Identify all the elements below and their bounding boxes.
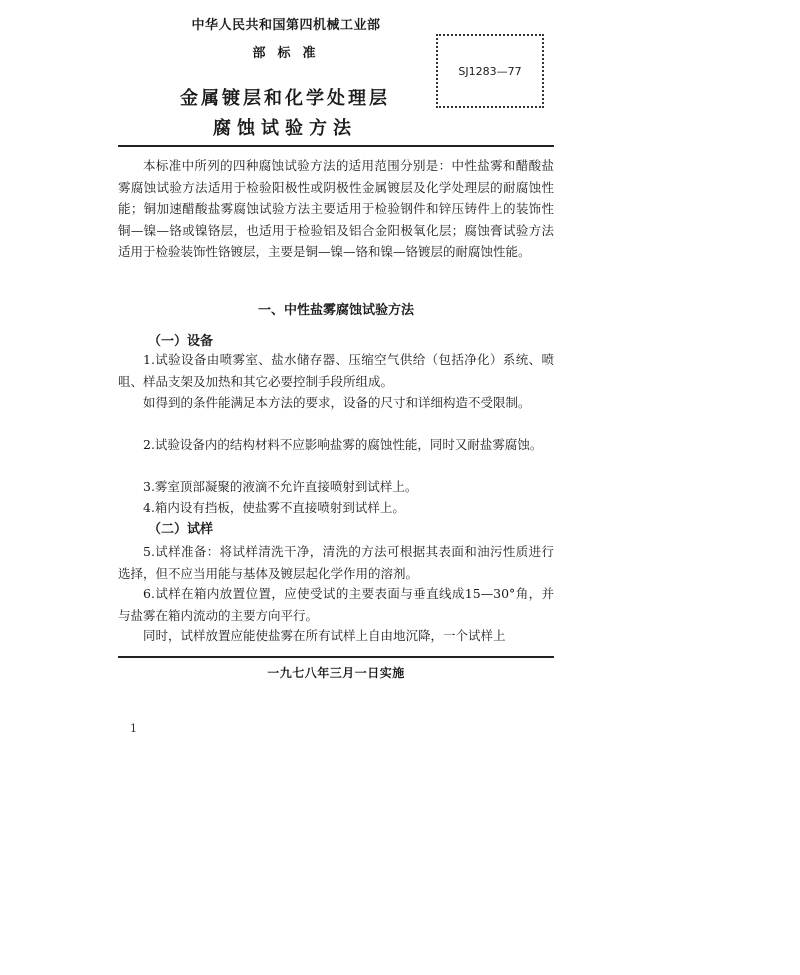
standard-code-box — [436, 34, 544, 108]
paragraph-3: 2.试验设备内的结构材料不应影响盐雾的腐蚀性能，同时又耐盐雾腐蚀。 — [143, 437, 543, 452]
paragraph-6: 5.试样准备：将试样清洗干净，清洗的方法可根据其表面和油污性质进行选择，但不应当用能与基体及镀层起化学作用的溶剂。 — [118, 544, 554, 581]
page-number: 1 — [130, 722, 137, 735]
paragraph-1: 1.试验设备由喷雾室、盐水储存器、压缩空气供给（包括净化）系统、喷咀、样品支架及加热和其它必要控制手段所组成。 — [118, 352, 554, 389]
paragraph-2: 如得到的条件能满足本方法的要求，设备的尺寸和详细构造不受限制。 — [143, 395, 531, 410]
subsection-equipment: （一）设备 — [148, 334, 214, 349]
subsection-specimens: （二）试样 — [148, 522, 214, 537]
effective-date: 一九七八年三月一日实施 — [267, 666, 405, 680]
standard-level: 部标准 — [252, 46, 328, 61]
document-title-line1: 金属镀层和化学处理层 — [180, 88, 390, 109]
paragraph-5: 4.箱内设有挡板，使盐雾不直接喷射到试样上。 — [143, 500, 405, 515]
paragraph-8: 同时，试样放置应能使盐雾在所有试样上自由地沉降，一个试样上 — [143, 628, 506, 643]
standard-code: SJ1283—77 — [458, 64, 522, 78]
header-divider — [118, 145, 554, 147]
intro-paragraph: 本标准中所列的四种腐蚀试验方法的适用范围分别是：中性盐雾和醋酸盐雾腐蚀试验方法适用于检验阳极性或阴极性金属镀层及化学处理层的耐腐蚀性能；铜加速醋酸盐雾腐蚀试验方法主要适用于检验钢件和锌压铸件上的装饰性铜—镍—铬或镍铬层，也适用于检验铝及铝合金阳极氧化层；腐蚀膏试验方法适用于检验装饰性铬镀层，主要是铜—镍—铬和镍—铬镀层的耐腐蚀性能。 — [118, 158, 554, 259]
ministry-name: 中华人民共和国第四机械工业部 — [191, 18, 381, 33]
paragraph-4: 3.雾室顶部凝聚的液滴不允许直接喷射到试样上。 — [143, 479, 418, 494]
footer-divider — [118, 656, 554, 658]
section-title: 一、中性盐雾腐蚀试验方法 — [257, 303, 414, 318]
paragraph-7: 6.试样在箱内放置位置，应使受试的主要表面与垂直线成15—30°角，并与盐雾在箱内流动的主要方向平行。 — [118, 586, 554, 623]
document-title-line2: 腐蚀试验方法 — [213, 118, 357, 139]
